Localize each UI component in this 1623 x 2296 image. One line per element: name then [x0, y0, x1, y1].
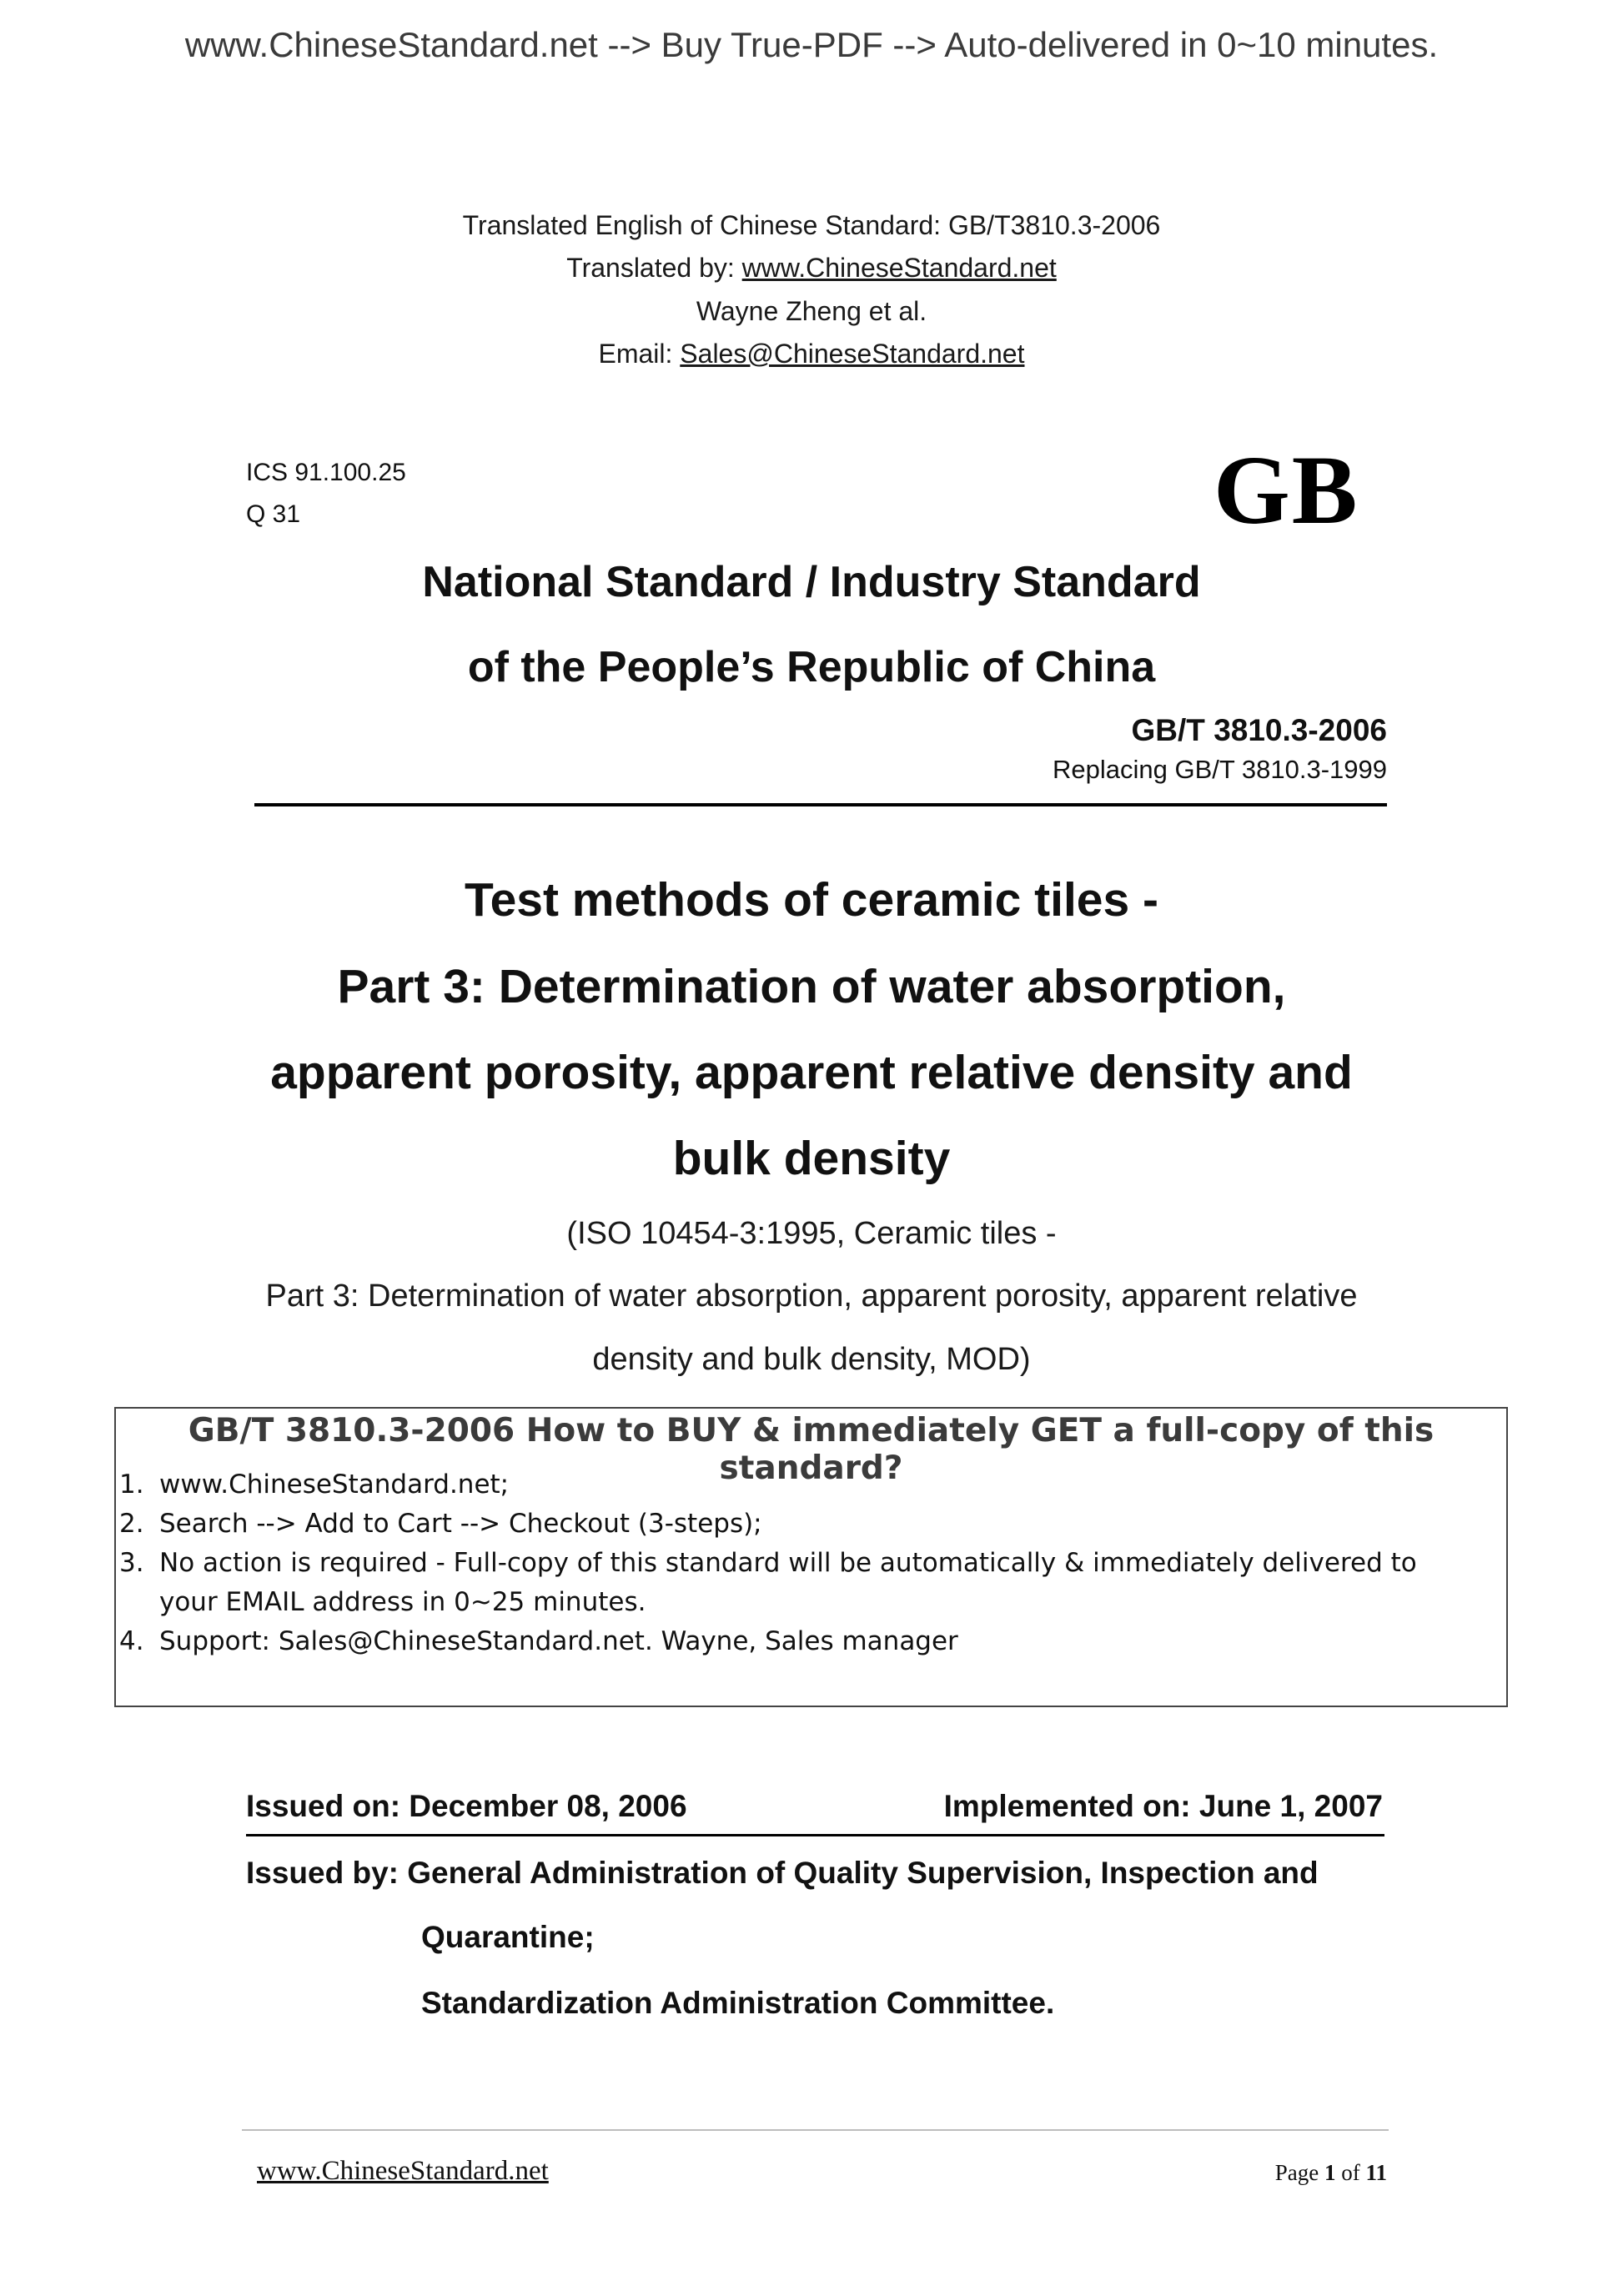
national-title-line2: of the People’s Republic of China — [467, 643, 1156, 691]
ics-code: ICS 91.100.25 — [246, 459, 406, 486]
iso-equivalent-line3: density and bulk density, MOD) — [592, 1342, 1031, 1377]
buy-step-3 — [119, 1544, 1417, 1583]
step-text: Support: Sales@ChineseStandard.net. Wayne, Sales manager — [159, 1626, 958, 1656]
ccs-code: Q 31 — [246, 500, 301, 528]
translated-by — [0, 253, 1623, 284]
translator-author: Wayne Zheng et al. — [696, 296, 927, 326]
issued-by-line2: Quarantine; — [421, 1920, 595, 1954]
page-number — [1275, 2160, 1387, 2186]
page-of: of — [1335, 2160, 1366, 2185]
main-title-line1: Test methods of ceramic tiles - — [464, 873, 1158, 927]
step-number: 2. — [119, 1509, 144, 1539]
gb-logo: GB — [1213, 435, 1359, 545]
buy-steps-list — [119, 1465, 1417, 1661]
step-text: No action is required - Full-copy of this standard will be automatically & immediately delivered to — [159, 1548, 1417, 1578]
top-banner: www.ChineseStandard.net --> Buy True-PDF --> Auto-delivered in 0~10 minutes. — [184, 25, 1439, 64]
issued-by-line1: Issued by: General Administration of Quality Supervision, Inspection and — [246, 1856, 1319, 1890]
issue-dates-row — [246, 1789, 1383, 1824]
translated-by-label: Translated by: — [566, 253, 742, 283]
main-title-line4: bulk density — [672, 1132, 951, 1185]
step-text: Search --> Add to Cart --> Checkout (3-steps); — [159, 1509, 762, 1539]
buy-info-box — [114, 1407, 1508, 1707]
step-number: 4. — [119, 1626, 144, 1656]
buy-step-1 — [119, 1465, 1417, 1505]
dates-divider — [246, 1834, 1384, 1836]
step-text: your EMAIL address in 0~25 minutes. — [159, 1587, 646, 1617]
iso-equivalent-line2: Part 3: Determination of water absorption, apparent porosity, apparent relative — [265, 1279, 1358, 1314]
buy-step-4 — [119, 1622, 1417, 1661]
email-label: Email: — [598, 339, 681, 369]
issued-by-line3: Standardization Administration Committee. — [421, 1986, 1055, 2020]
footer-site-link[interactable]: www.ChineseStandard.net — [257, 2156, 549, 2186]
step-number: 1. — [119, 1470, 144, 1500]
iso-equivalent-line1: (ISO 10454-3:1995, Ceramic tiles - — [566, 1216, 1057, 1251]
email-link[interactable]: Sales@ChineseStandard.net — [680, 339, 1025, 369]
buy-step-3-continued — [119, 1583, 1417, 1622]
translator-site-link[interactable]: www.ChineseStandard.net — [741, 253, 1057, 283]
buy-step-2 — [119, 1505, 1417, 1544]
implemented-on-date: Implemented on: June 1, 2007 — [943, 1789, 1383, 1823]
standard-number: GB/T 3810.3-2006 — [1131, 713, 1387, 747]
national-title-line1: National Standard / Industry Standard — [422, 558, 1201, 606]
translator-email — [0, 339, 1623, 369]
issued-on-date: Issued on: December 08, 2006 — [246, 1789, 687, 1823]
page-total: 11 — [1365, 2160, 1387, 2185]
step-text[interactable]: www.ChineseStandard.net; — [159, 1470, 510, 1500]
page-current: 1 — [1324, 2160, 1336, 2185]
page-label: Page — [1274, 2160, 1324, 2185]
buy-box-title: GB/T 3810.3-2006 How to BUY & immediately GET a full-copy of this standard? — [188, 1412, 1435, 1487]
main-title-line2: Part 3: Determination of water absorption, — [337, 960, 1286, 1013]
header-divider — [254, 803, 1387, 806]
main-title-line3: apparent porosity, apparent relative density and — [270, 1046, 1353, 1099]
step-number: 3. — [119, 1548, 144, 1578]
footer-divider — [242, 2129, 1389, 2131]
replacing-standard: Replacing GB/T 3810.3-1999 — [1053, 755, 1387, 784]
translation-title: Translated English of Chinese Standard: GB/T3810.3-2006 — [462, 210, 1161, 240]
